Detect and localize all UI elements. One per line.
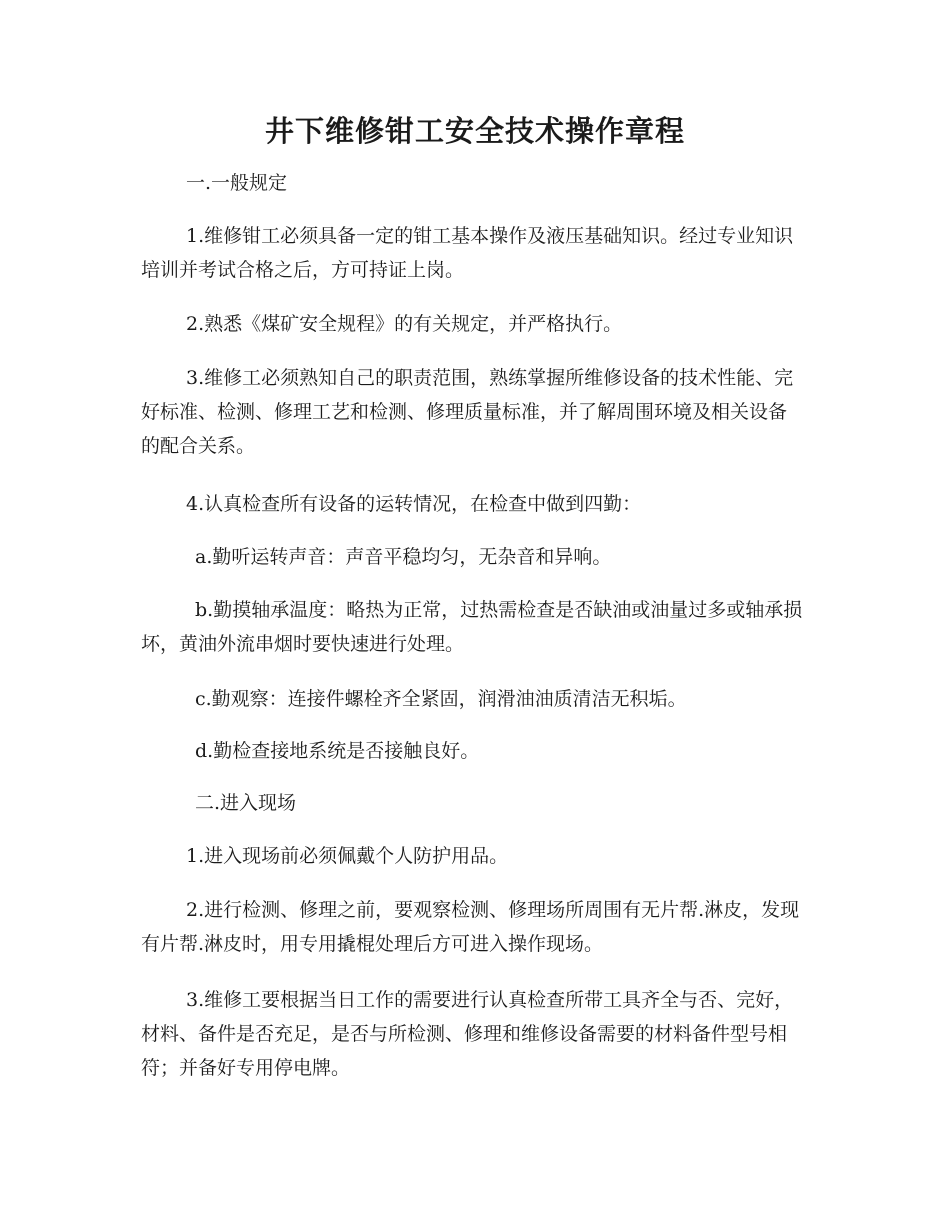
paragraph-s2-3: 3.维修工要根据当日工作的需要进行认真检查所带工具齐全与否、完好，材料、备件是否充足，是否与所检测、修理和维修设备需要的材料备件型号相符；并备好专用停电牌。 — [141, 989, 794, 1079]
paragraph-s2-1: 1.进入现场前必须佩戴个人防护用品。 — [186, 845, 509, 867]
paragraph-4c: c.勤观察：连接件螺栓齐全紧固，润滑油油质清洁无积垢。 — [195, 688, 687, 710]
paragraph-1: 1.维修钳工必须具备一定的钳工基本操作及液压基础知识。经过专业知识培训并考试合格之后，方可持证上岗。 — [141, 225, 794, 281]
paragraph-4a: a.勤听运转声音：声音平稳均匀，无杂音和异响。 — [195, 546, 612, 568]
paragraph-4d: d.勤检查接地系统是否接触良好。 — [195, 740, 480, 762]
paragraph-3: 3.维修工必须熟知自己的职责范围，熟练掌握所维修设备的技术性能、完好标准、检测、修理工艺和检测、修理质量标准，并了解周围环境及相关设备的配合关系。 — [141, 367, 794, 457]
paragraph-4b: b.勤摸轴承温度：略热为正常，过热需检查是否缺油或油量过多或轴承损坏，黄油外流串烟时要快速进行处理。 — [141, 599, 803, 655]
paragraph-4: 4.认真检查所有设备的运转情况，在检查中做到四勤： — [186, 493, 642, 515]
paragraph-2: 2.熟悉《煤矿安全规程》的有关规定，并严格执行。 — [186, 313, 623, 335]
document-title: 井下维修钳工安全技术操作章程 — [264, 114, 685, 148]
paragraph-s2-2: 2.进行检测、修理之前，要观察检测、修理场所周围有无片帮.淋皮，发现有片帮.淋皮时，用专用撬棍处理后方可进入操作现场。 — [141, 899, 800, 955]
section-heading-entering-site: 二.进入现场 — [195, 792, 297, 814]
section-heading-general-rules: 一.一般规定 — [186, 172, 288, 194]
